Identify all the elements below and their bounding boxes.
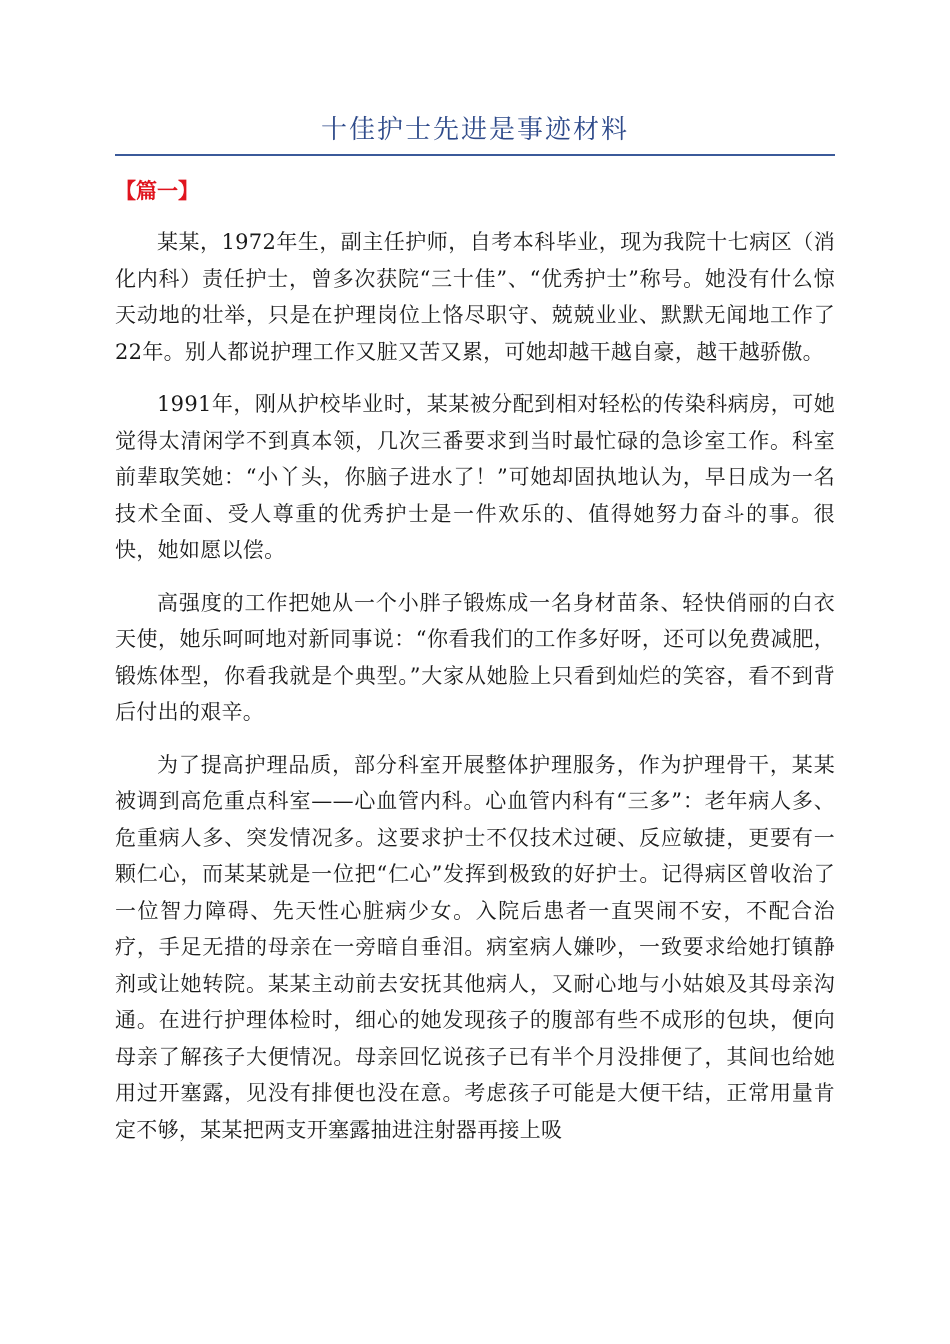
paragraph-4: 为了提高护理品质，部分科室开展整体护理服务，作为护理骨干，某某被调到高危重点科室——心血管内科。心血管内科有“三多”：老年病人多、危重病人多、突发情况多。这要求护士不仅技术过硬、反应敏捷，更要有一颗仁心，而某某就是一位把“仁心”发挥到极致的好护士。记得病区曾收治了一位智力障碍、先天性心脏病少女。入院后患者一直哭闹不安，不配合治疗，手足无措的母亲在一旁暗自垂泪。病室病人嫌吵，一致要求给她打镇静剂或让她转院。某某主动前去安抚其他病人，又耐心地与小姑娘及其母亲沟通。在进行护理体检时，细心的她发现孩子的腹部有些不成形的包块，便向母亲了解孩子大便情况。母亲回忆说孩子已有半个月没排便了，其间也给她用过开塞露，见没有排便也没在意。考虑孩子可能是大便干结，正常用量肯定不够，某某把两支开塞露抽进注射器再接上吸 bbox=[115, 752, 835, 1142]
title-underline bbox=[115, 154, 835, 156]
paragraph-2: 1991年，刚从护校毕业时，某某被分配到相对轻松的传染科病房，可她觉得太清闲学不到真本领，几次三番要求到当时最忙碌的急诊室工作。科室前辈取笑她：“小丫头，你脑子进水了！”可她却固执地认为，早日成为一名技术全面、受人尊重的优秀护士是一件欢乐的、值得她努力奋斗的事。很快，她如愿以偿。 bbox=[115, 392, 835, 562]
section-label: 【篇一】 bbox=[115, 179, 199, 203]
document-title: 十佳护士先进是事迹材料 bbox=[320, 115, 629, 145]
document-body bbox=[115, 224, 835, 1164]
paragraph-1: 某某，1972年生，副主任护师，自考本科毕业，现为我院十七病区（消化内科）责任护士，曾多次获院“三十佳”、“优秀护士”称号。她没有什么惊天动地的壮举，只是在护理岗位上恪尽职守、兢兢业业、默默无闻地工作了22年。别人都说护理工作又脏又苦又累，可她却越干越自豪，越干越骄傲。 bbox=[115, 230, 835, 364]
paragraph-3: 高强度的工作把她从一个小胖子锻炼成一名身材苗条、轻快俏丽的白衣天使，她乐呵呵地对新同事说：“你看我们的工作多好呀，还可以免费减肥，锻炼体型，你看我就是个典型。”大家从她脸上只看到灿烂的笑容，看不到背后付出的艰辛。 bbox=[115, 590, 835, 724]
